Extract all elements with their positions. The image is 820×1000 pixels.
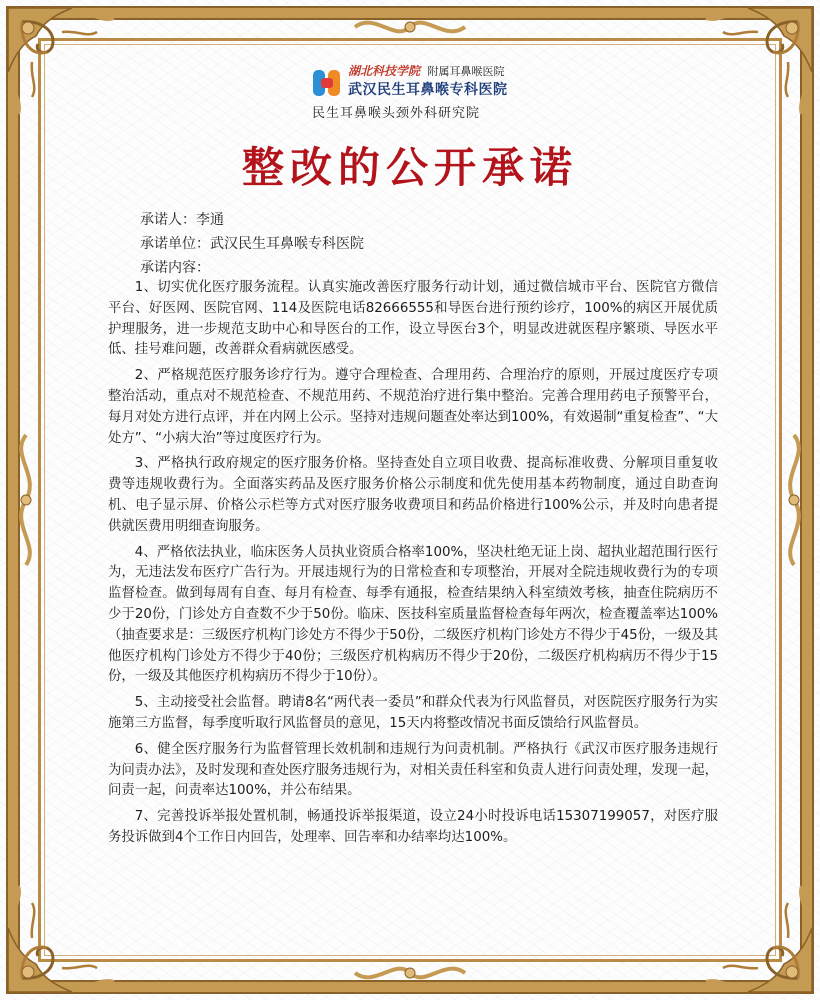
promise-item-4: 4、严格依法执业，临床医务人员执业资质合格率100%，坚决杜绝无证上岗、超执业超范围行医行为，无违法发布医疗广告行为。开展违规行为的日常检查和专项整治，开展对全院违规收费行为的专项监督检查。做到每周有自查、每月有检查、每季有通报，检查结果纳入科室绩效考核，抽查住院病历不少于20份，门诊处方自查数不少于50份。临床、医技科室质量监督检查每年两次，检查覆盖率达100%（抽查要求是：三级医疗机构门诊处方不得少于50份，二级医疗机构门诊处方不得少于45份，一级及其他医疗机构门诊处方不得少于40份；三级医疗机构病历不得少于20份，二级医疗机构病历不得少于15份，一级及其他医疗机构病历不得少于10份）。 bbox=[108, 544, 718, 685]
corner-ornament-icon bbox=[2, 2, 122, 122]
promise-item-7: 7、完善投诉举报处置机制，畅通投诉举报渠道，设立24小时投诉电话15307199057，对医疗服务投诉做到4个工作日内回告，处理率、回告率和办结率均达100%。 bbox=[108, 809, 718, 845]
scroll-ornament-icon bbox=[778, 430, 810, 570]
promise-content bbox=[108, 278, 718, 854]
document-title: 整改的公开承诺 bbox=[241, 143, 578, 192]
hospital-logo-icon bbox=[312, 66, 342, 100]
corner-ornament-icon bbox=[2, 878, 122, 998]
promise-meta bbox=[140, 208, 364, 280]
hospital-header bbox=[300, 62, 540, 120]
corner-ornament-icon bbox=[698, 878, 818, 998]
promise-item-2: 2、严格规范医疗服务诊疗行为。遵守合理检查、合理用药、合理治疗的原则，开展过度医疗专项整治活动，重点对不规范检查、不规范用药、不规范治疗进行集中整治。完善合理用药电子预警平台，每月对处方进行点评，并在内网上公示。坚持对违规问题查处率达到100%，有效遏制“重复检查”、“大处方”、“小病大治”等过度医疗行为。 bbox=[108, 368, 718, 446]
school-name: 湖北科技学院 bbox=[348, 64, 421, 78]
scroll-ornament-icon bbox=[350, 958, 470, 988]
promise-item-3: 3、严格执行政府规定的医疗服务价格。坚持查处自立项目收费、提高标准收费、分解项目重复收费等违规收费行为。全面落实药品及医疗服务价格公示制度和优先使用基本药物制度，通过自助查询机、电子显示屏、价格公示栏等方式对医疗服务收费项目和药品价格进行100%公示，并及时向患者提供就医费用明细查询服务。 bbox=[108, 456, 718, 534]
promise-item-1: 1、切实优化医疗服务流程。认真实施改善医疗服务行动计划，通过微信城市平台、医院官方微信平台、好医网、医院官网、114及医院电话82666555和导医台进行预约诊疗，100%的病区开展优质护理服务，进一步规范支助中心和导医台的工作，设立导医台3个，明显改进就医程序繁琐、导医水平低、挂号难问题，改善群众看病就医感受。 bbox=[108, 280, 718, 358]
hospital-name: 武汉民生耳鼻喉专科医院 bbox=[348, 82, 508, 98]
unit-line: 承诺单位：武汉民生耳鼻喉专科医院 bbox=[140, 236, 364, 252]
institute-name: 民生耳鼻喉头颈外科研究院 bbox=[312, 106, 481, 121]
promise-item-6: 6、健全医疗服务行为监督管理长效机制和违规行为问责机制。严格执行《武汉市医疗服务违规行为问责办法》，及时发现和查处医疗服务违规行为，对相关责任科室和负责人进行问责处理，发现一起，问责一起，问责率达100%，并公布结果。 bbox=[108, 741, 718, 799]
scroll-ornament-icon bbox=[10, 430, 42, 570]
affiliation-text: 附属耳鼻喉医院 bbox=[427, 65, 505, 78]
promise-item-5: 5、主动接受社会监督。聘请8名“两代表一委员”和群众代表为行风监督员，对医院医疗服务行为实施第三方监督，每季度听取行风监督员的意见，15天内将整改情况书面反馈给行风监督员。 bbox=[108, 695, 718, 731]
corner-ornament-icon bbox=[698, 2, 818, 122]
affiliation-line bbox=[348, 62, 505, 79]
content-label: 承诺内容： bbox=[140, 260, 210, 276]
promiser-line: 承诺人：李通 bbox=[140, 212, 224, 228]
scroll-ornament-icon bbox=[350, 12, 470, 42]
